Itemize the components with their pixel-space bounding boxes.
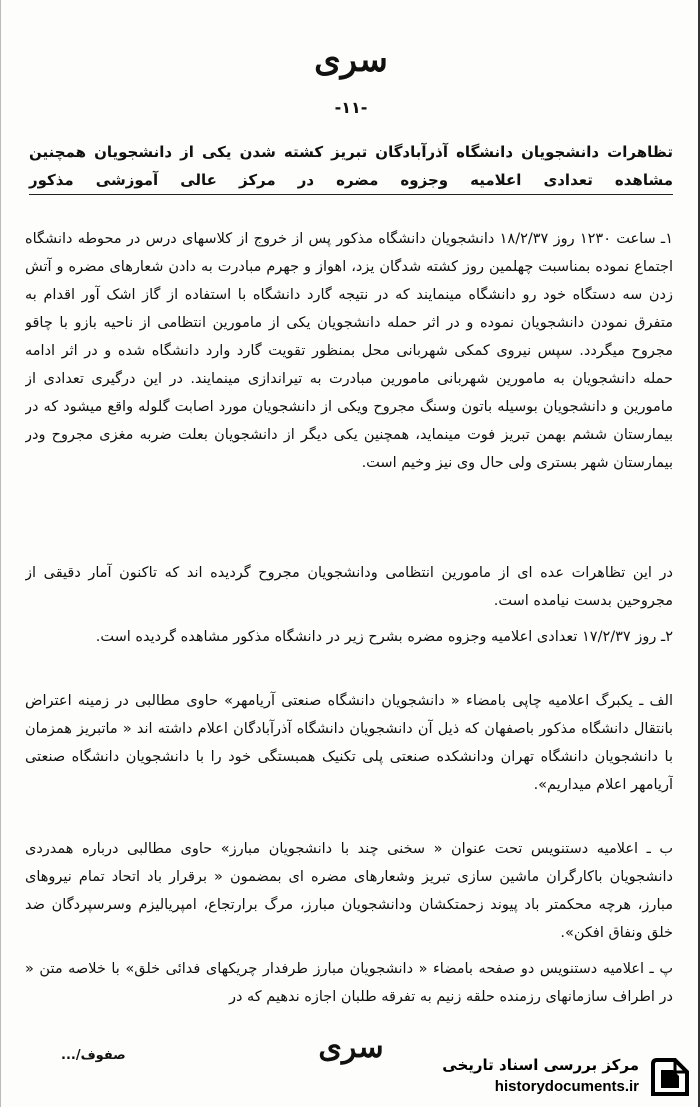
paragraph-3: ۲ـ روز ۱۷/۲/۳۷ تعدادی اعلامیه وجزوه مضره بشرح زیر در دانشگاه مذکور مشاهده گردیده است. [95, 629, 673, 645]
archive-name: مرکز بررسی اسناد تاریخی [442, 1056, 639, 1074]
archive-logo-icon [647, 1054, 693, 1100]
document-body [25, 225, 673, 1019]
paragraph-2: در این تظاهرات عده ای از مامورین انتظامی ودانشجویان مجروح گردیده اند که تاکنون آمار دقیقی از مجروحین بدست نیامده است. [25, 565, 673, 609]
archive-url: historydocuments.ir [494, 1078, 639, 1095]
document-title [29, 138, 673, 195]
archive-watermark [411, 1052, 697, 1104]
page-number: -۱۱- [334, 98, 368, 117]
paragraph-alef: الف ـ یکبرگ اعلامیه چاپی بامضاء « دانشجویان دانشگاه صنعتی آریامهر» حاوی مطالبی در زمینه اعتراض بانتقال دانشگاه مذکور باصفهان که ذیل آن دانشجویان دانشگاه آذرآبادگان اعلام داشته اند « ماتبریز همزمان با دانشجویان دانشگاه تهران ودانشکده صنعتی پلی تکنیک همبستگی خود را با دانشجویان دانشگاه صنعتی آریامهر اعلام میداریم». [25, 693, 673, 793]
paragraph-be: ب ـ اعلامیه دستنویس تحت عنوان « سخنی چند با دانشجویان مبارز» حاوی مطالبی درباره همدردی دانشجویان باکارگران ماشین سازی تبریز وشعارهای مضره ای بمضمون « برقرار باد اتحاد تمام نیروهای مبارز، هرچه محکمتر باد پیوند زحمتکشان ودانشجویان مبارز، مرگ برارتجاع، امپریالیزم وسرسپردگان ضد خلق ونفاق افکن». [25, 841, 673, 941]
paragraph-pe: پ ـ اعلامیه دستنویس دو صفحه بامضاء « دانشجویان مبارز طرفدار چریکهای فدائی خلق» با خلاصه متن « در اطراف سازمانهای رزمنده حلقه زنیم به تفرقه طلبان اجازه ندهیم که در [25, 961, 673, 1005]
classification-stamp-bottom: سری [318, 1030, 384, 1065]
title-line-2: مشاهده تعدادی اعلامیه وجزوه مضره در مرکز عالی آموزشی مذکور [29, 166, 673, 195]
copies-label: صفوف/... [61, 1048, 126, 1063]
paragraph-1: ۱ـ ساعت ۱۲۳۰ روز ۱۸/۲/۳۷ دانشجویان دانشگاه مذکور پس از خروج از کلاسهای درس در محوطه دانشگاه اجتماع نموده بمناسبت چهلمین روز کشته شدگان یزد، اهواز و جهرم مبادرت به دادن شعارهای مضره و آتش زدن سه دستگاه خود رو دانشگاه مینمایند که در نتیجه گارد دانشگاه با استفاده از گاز اشک آور اقدام به متفرق نمودن دانشجویان نموده و در اثر حمله دانشجویان یکی از مامورین انتظامی از ناحیه بازو با چاقو مجروح میگردد. سپس نیروی کمکی شهربانی محل بمنظور تقویت گارد وارد دانشگاه شده و در اثر ادامه حمله دانشجویان به مامورین شهربانی مامورین مبادرت به تیراندازی مینمایند. در این درگیری تعدادی از مامورین و دانشجویان بوسیله باتون وسنگ مجروح ویکی از دانشجویان مورد اصابت گلوله واقع میشود که در بیمارستان ششم بهمن تبریز فوت مینماید، همچنین یکی دیگر از دانشجویان بعلت ضربه مغزی مجروح ودر بیمارستان شهر بستری ولی حال وی نیز وخیم است. [25, 231, 673, 471]
title-line-1: تظاهرات دانشجویان دانشگاه آذرآبادگان تبریز کشته شدن یکی از دانشجویان همچنین [29, 143, 673, 161]
classification-stamp-top: سری [314, 40, 388, 80]
